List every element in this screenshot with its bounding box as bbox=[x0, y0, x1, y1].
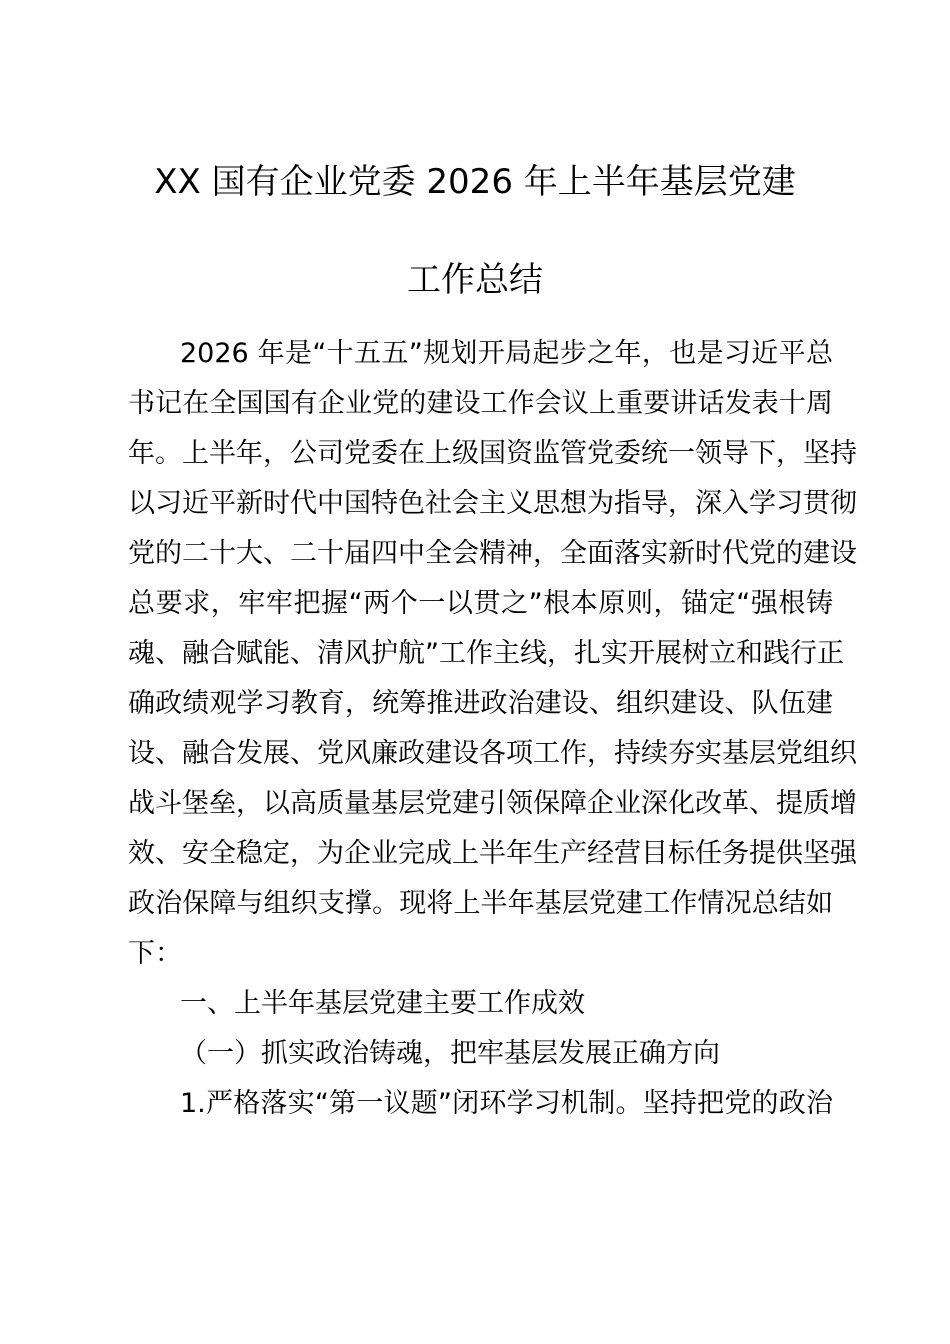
intro-paragraph-line: 下： bbox=[128, 938, 182, 969]
intro-paragraph-line: 确政绩观学习教育，统筹推进政治建设、组织建设、队伍建 bbox=[128, 688, 833, 719]
section-heading: 一、上半年基层党建主要工作成效 bbox=[180, 988, 585, 1019]
intro-paragraph-line: 设、融合发展、党风廉政建设各项工作，持续夯实基层党组织 bbox=[128, 738, 857, 769]
intro-paragraph-line: 年。上半年，公司党委在上级国资监管党委统一领导下，坚持 bbox=[128, 438, 857, 469]
intro-paragraph-line: 2026 年是“十五五”规划开局起步之年，也是习近平总 bbox=[180, 338, 833, 369]
document-title-line-1: XX 国有企业党委 2026 年上半年基层党建 bbox=[154, 162, 796, 202]
intro-paragraph-line: 战斗堡垒，以高质量基层党建引领保障企业深化改革、提质增 bbox=[128, 788, 857, 819]
intro-paragraph-line: 党的二十大、二十届四中全会精神，全面落实新时代党的建设 bbox=[128, 538, 857, 569]
document-title-line-2: 工作总结 bbox=[407, 260, 543, 300]
subsection-heading: （一）抓实政治铸魂，把牢基层发展正确方向 bbox=[180, 1038, 720, 1069]
intro-paragraph-line: 书记在全国国有企业党的建设工作会议上重要讲话发表十周 bbox=[128, 388, 833, 419]
intro-paragraph-line: 以习近平新时代中国特色社会主义思想为指导，深入学习贯彻 bbox=[128, 488, 857, 519]
intro-paragraph-line: 政治保障与组织支撑。现将上半年基层党建工作情况总结如 bbox=[128, 888, 833, 919]
intro-paragraph-line: 魂、融合赋能、清风护航”工作主线，扎实开展树立和践行正 bbox=[128, 638, 844, 669]
intro-paragraph-line: 总要求，牢牢把握“两个一以贯之”根本原则，锚定“强根铸 bbox=[128, 588, 833, 619]
item-paragraph-line: 1.严格落实“第一议题”闭环学习机制。坚持把党的政治 bbox=[180, 1088, 833, 1119]
intro-paragraph-line: 效、安全稳定，为企业完成上半年生产经营目标任务提供坚强 bbox=[128, 838, 857, 869]
